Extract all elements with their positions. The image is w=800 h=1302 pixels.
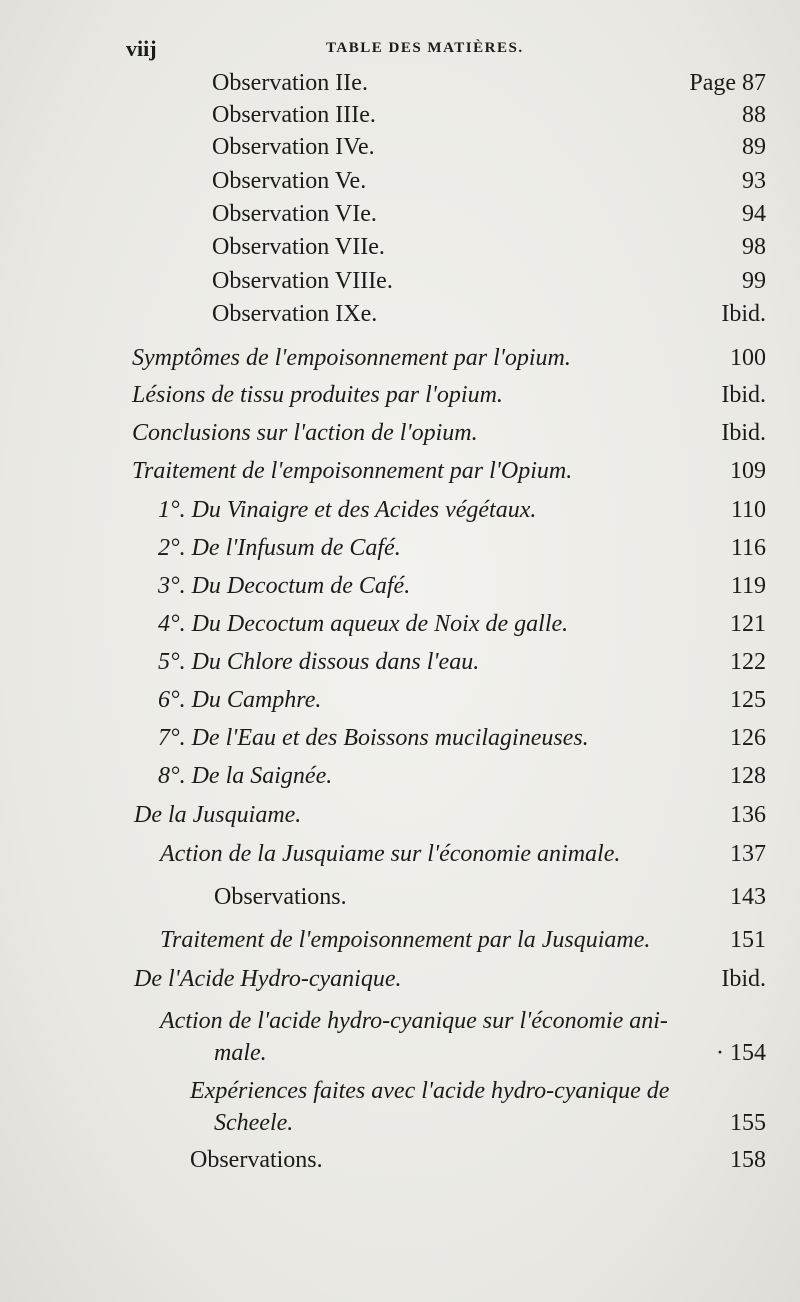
entry-label: De l'Acide Hydro-cyanique. [134, 966, 402, 992]
toc-entry [0, 573, 766, 607]
entry-page: · 154 [716, 1040, 766, 1066]
toc-entry [0, 234, 766, 268]
entry-page: 126 [730, 725, 766, 751]
entry-label: Observation IXe. [212, 301, 378, 327]
entry-label: De la Jusquiame. [134, 802, 302, 828]
toc-entry [0, 102, 766, 136]
entry-label: Symptômes de l'empoisonnement par l'opium. [132, 345, 571, 371]
folio-number: viij [126, 36, 157, 61]
entry-page: 136 [730, 802, 766, 828]
toc-entry [0, 884, 766, 918]
entry-page: 151 [730, 927, 766, 953]
entry-label: Traitement de l'empoisonnement par l'Opium. [132, 458, 573, 484]
entry-page: 125 [730, 687, 766, 713]
entry-label: Expériences faites avec l'acide hydro-cyanique de [190, 1078, 670, 1104]
entry-page: 158 [730, 1147, 766, 1173]
entry-page: 100 [730, 345, 766, 371]
entry-label: Observation IIIe. [212, 102, 376, 128]
entry-label: Lésions de tissu produites par l'opium. [132, 382, 503, 408]
entry-label: 8°. De la Saignée. [158, 763, 333, 789]
entry-page: 119 [730, 573, 766, 599]
entry-label: Action de l'acide hydro-cyanique sur l'économie ani- [160, 1008, 668, 1034]
entry-label: Traitement de l'empoisonnement par la Jusquiame. [160, 927, 651, 953]
entry-page: Ibid. [721, 382, 766, 408]
entry-label: Observation VIIe. [212, 234, 385, 260]
toc-entry [0, 1078, 766, 1112]
toc-entry [0, 535, 766, 569]
toc-entry [0, 345, 766, 379]
toc-entry [0, 841, 766, 875]
toc-entry [0, 168, 766, 202]
entry-page: 88 [742, 102, 766, 128]
entry-label: Observation IIe. [212, 70, 368, 96]
entry-page: Ibid. [721, 966, 766, 992]
entry-page: 110 [730, 497, 766, 523]
entry-page: 98 [742, 234, 766, 260]
entry-page: 93 [742, 168, 766, 194]
toc-entry [0, 301, 766, 335]
toc-entry [0, 1008, 766, 1042]
entry-page: Ibid. [721, 301, 766, 327]
page-header [126, 34, 766, 64]
entry-label: Observation Ve. [212, 168, 367, 194]
entry-page: Page 87 [689, 70, 766, 96]
entry-label: 1°. Du Vinaigre et des Acides végétaux. [158, 497, 537, 523]
toc-entry [0, 134, 766, 168]
entry-page: 143 [730, 884, 766, 910]
entry-page: 128 [730, 763, 766, 789]
running-title: TABLE DES MATIÈRES. [326, 40, 524, 56]
toc-entry [0, 802, 766, 836]
toc-entry [0, 1040, 766, 1074]
toc-entry [0, 70, 766, 104]
toc-entry [0, 725, 766, 759]
toc-entry [0, 268, 766, 302]
entry-page: 94 [742, 201, 766, 227]
toc-entry [0, 649, 766, 683]
entry-page: 121 [730, 611, 766, 637]
toc-entry [0, 927, 766, 961]
entry-label: Observation VIe. [212, 201, 377, 227]
entry-label: male. [214, 1040, 267, 1066]
toc-entry [0, 497, 766, 531]
entry-label: Observation VIIIe. [212, 268, 393, 294]
toc-entry [0, 1110, 766, 1144]
entry-page: 155 [730, 1110, 766, 1136]
toc-entry [0, 763, 766, 797]
toc-entry [0, 966, 766, 1000]
toc-entry [0, 201, 766, 235]
entry-page: Ibid. [721, 420, 766, 446]
toc-entry [0, 420, 766, 454]
entry-label: Conclusions sur l'action de l'opium. [132, 420, 478, 446]
entry-page: 122 [730, 649, 766, 675]
entry-page: 109 [730, 458, 766, 484]
entry-label: 6°. Du Camphre. [158, 687, 322, 713]
toc-entry [0, 458, 766, 492]
entry-label: Scheele. [214, 1110, 294, 1136]
toc-entry [0, 611, 766, 645]
entry-label: Action de la Jusquiame sur l'économie animale. [160, 841, 621, 867]
entry-label: 4°. Du Decoctum aqueux de Noix de galle. [158, 611, 569, 637]
entry-label: Observations. [214, 884, 347, 910]
entry-label: 3°. Du Decoctum de Café. [158, 573, 411, 599]
entry-page: 89 [742, 134, 766, 160]
entry-page: 137 [730, 841, 766, 867]
entry-label: Observations. [190, 1147, 323, 1173]
entry-label: Observation IVe. [212, 134, 375, 160]
entry-page: 116 [730, 535, 766, 561]
entry-label: 2°. De l'Infusum de Café. [158, 535, 401, 561]
entry-label: 5°. Du Chlore dissous dans l'eau. [158, 649, 480, 675]
toc-entry [0, 1147, 766, 1181]
entry-label: 7°. De l'Eau et des Boissons mucilagineuses. [158, 725, 589, 751]
toc-entry [0, 382, 766, 416]
toc-entry [0, 687, 766, 721]
entry-page: 99 [742, 268, 766, 294]
